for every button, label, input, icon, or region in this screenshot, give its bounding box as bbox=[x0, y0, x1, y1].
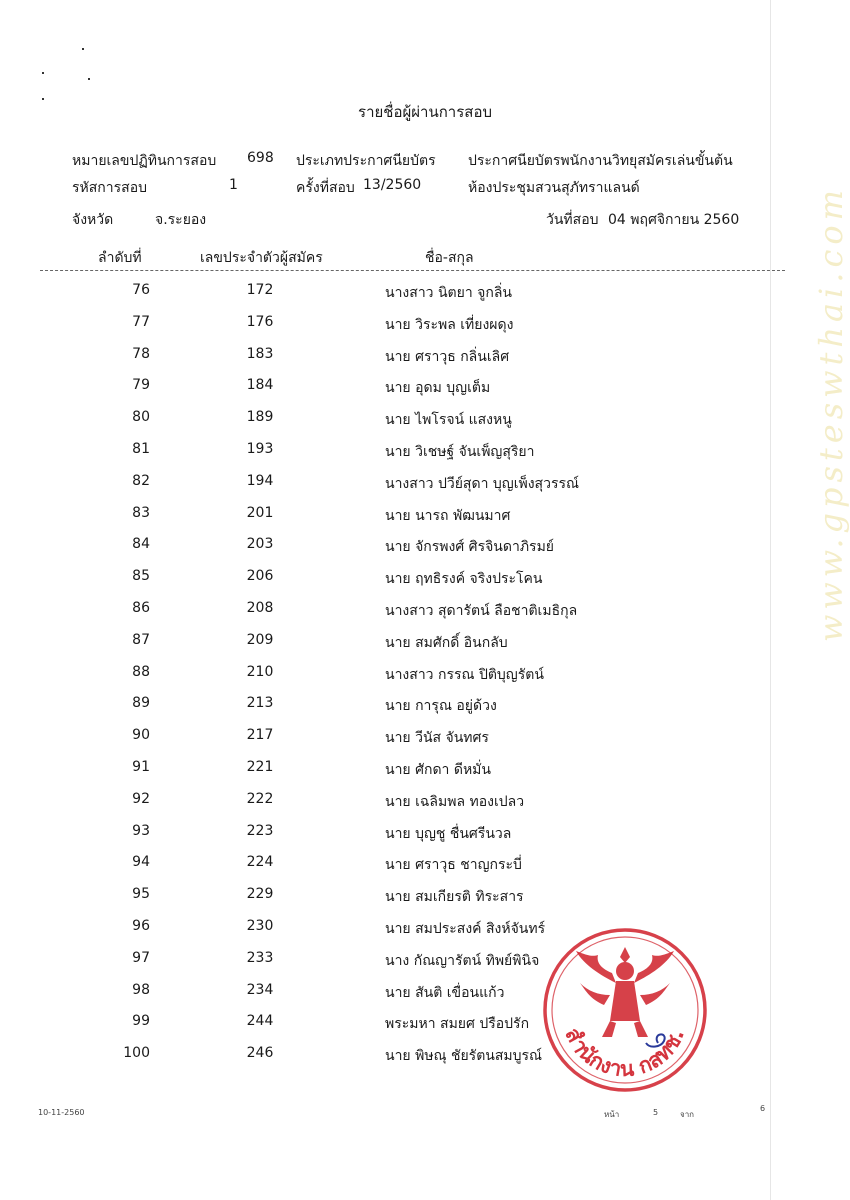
row-number: 82 bbox=[132, 472, 150, 489]
applicant-id: 189 bbox=[246, 409, 274, 426]
table-row bbox=[0, 282, 850, 314]
seal-text: สำนักงาน กสทช. bbox=[560, 1023, 689, 1082]
row-number: 83 bbox=[132, 504, 150, 521]
applicant-name: นาย สมศักดิ์ อินกลับ bbox=[385, 634, 508, 651]
exam-name: ประกาศนียบัตรพนักงานวิทยุสมัครเล่นขั้นต้น bbox=[468, 153, 733, 169]
applicant-id: 210 bbox=[246, 663, 274, 680]
row-number: 85 bbox=[132, 568, 150, 585]
row-number: 96 bbox=[132, 918, 150, 934]
row-number: 77 bbox=[132, 313, 150, 330]
applicant-name: นางสาว ปวีย์สุดา บุญเพ็งสุวรรณ์ bbox=[385, 475, 579, 492]
table-row bbox=[0, 759, 850, 791]
applicant-id: 206 bbox=[246, 568, 274, 585]
row-number: 88 bbox=[132, 663, 150, 680]
table-row bbox=[0, 950, 850, 982]
applicant-id: 203 bbox=[246, 536, 274, 553]
round-label: ครั้งที่สอบ bbox=[296, 180, 355, 196]
page-total: 6 bbox=[760, 1104, 766, 1113]
exam-date-label: วันที่สอบ bbox=[546, 212, 599, 228]
print-date: 10-11-2560 bbox=[38, 1108, 85, 1117]
table-row bbox=[0, 1013, 850, 1045]
applicant-name: นาย สมเกียรติ ทิระสาร bbox=[385, 889, 524, 906]
row-number: 95 bbox=[132, 886, 150, 903]
table-row bbox=[0, 314, 850, 346]
applicant-id: 209 bbox=[246, 631, 274, 648]
of-label: จาก bbox=[680, 1110, 695, 1119]
column-header-name: ชื่อ-สกุล bbox=[425, 250, 474, 266]
applicant-name: นาย สันติ เขื่อนแก้ว bbox=[385, 984, 505, 1001]
province-label: จังหวัด bbox=[72, 212, 114, 228]
applicant-name: พระมหา สมยศ ปรือปรัก bbox=[385, 1016, 530, 1033]
subject-label: รหัสการสอบ bbox=[72, 180, 147, 196]
scan-speck bbox=[82, 48, 84, 50]
applicant-name: นาย วีนัส จันทศร bbox=[385, 730, 489, 747]
header-divider bbox=[40, 270, 785, 271]
applicant-id: 229 bbox=[246, 886, 274, 903]
row-number: 93 bbox=[132, 822, 150, 839]
applicant-name: นาย ไพโรจน์ แสงหนู bbox=[385, 412, 512, 429]
row-number: 76 bbox=[132, 282, 150, 298]
applicant-id: 223 bbox=[246, 822, 274, 839]
applicant-id: 176 bbox=[246, 313, 274, 330]
applicant-id: 224 bbox=[246, 854, 274, 871]
applicant-id: 194 bbox=[246, 472, 274, 489]
column-header-no: ลำดับที่ bbox=[98, 250, 142, 266]
table-row bbox=[0, 600, 850, 632]
applicant-id: 184 bbox=[246, 377, 274, 394]
row-number: 100 bbox=[123, 1045, 150, 1062]
row-number: 84 bbox=[132, 536, 150, 553]
page-number: 5 bbox=[653, 1108, 659, 1117]
table-row bbox=[0, 632, 850, 664]
row-number: 97 bbox=[132, 949, 150, 966]
applicant-name: นาย วิเชษฐ์ จันเพ็ญสุริยา bbox=[385, 444, 535, 460]
table-row bbox=[0, 918, 850, 950]
table-row bbox=[0, 982, 850, 1014]
applicant-name: นาย นารถ พัฒนมาศ bbox=[385, 507, 511, 524]
table-row bbox=[0, 505, 850, 537]
applicant-name: นาย ฤทธิรงค์ จริงประโคน bbox=[385, 571, 543, 588]
row-number: 81 bbox=[132, 441, 150, 457]
applicant-id: 172 bbox=[246, 282, 274, 298]
applicant-id: 234 bbox=[246, 981, 274, 998]
applicant-name: นางสาว กรรณ ปิติบุญรัตน์ bbox=[385, 666, 544, 683]
table-row bbox=[0, 823, 850, 855]
applicant-id: 208 bbox=[246, 600, 274, 616]
applicant-name: นาย ศักดา ดีหมั่น bbox=[385, 762, 491, 778]
column-header-applicant-id: เลขประจำตัวผู้สมัคร bbox=[200, 250, 323, 266]
venue: ห้องประชุมสวนสุภัทราแลนด์ bbox=[468, 180, 640, 196]
applicant-id: 221 bbox=[246, 759, 274, 775]
applicant-name: นาย บุญชู ชื่นศรีนวล bbox=[385, 825, 512, 842]
table-row bbox=[0, 377, 850, 409]
document-title: รายชื่อผู้ผ่านการสอบ bbox=[358, 103, 492, 121]
applicant-id: 246 bbox=[246, 1045, 274, 1062]
applicant-name: นาง กัณญารัตน์ ทิพย์พินิจ bbox=[385, 952, 540, 969]
table-row bbox=[0, 1045, 850, 1077]
applicant-name: นางสาว นิตยา จูกลิ่น bbox=[385, 285, 512, 301]
applicant-name: นาย ศราวุธ ชาญกระบี่ bbox=[385, 857, 522, 874]
applicant-name: นาย สมประสงค์ สิงห์จันทร์ bbox=[385, 921, 546, 937]
scan-speck bbox=[88, 78, 90, 80]
table-row bbox=[0, 536, 850, 568]
row-number: 80 bbox=[132, 409, 150, 426]
applicant-id: 217 bbox=[246, 727, 274, 744]
row-number: 87 bbox=[132, 631, 150, 648]
table-row bbox=[0, 473, 850, 505]
applicant-name: นาย พิษณุ ชัยรัตนสมบูรณ์ bbox=[385, 1048, 543, 1065]
applicant-id: 244 bbox=[246, 1013, 274, 1030]
exam-type-label: ประเภทประกาศนียบัตร bbox=[296, 153, 436, 169]
round-value: 13/2560 bbox=[363, 177, 422, 193]
applicant-name: นาย วิระพล เที่ยงผดุง bbox=[385, 316, 514, 333]
exam-code-value: 698 bbox=[247, 150, 274, 166]
table-row bbox=[0, 695, 850, 727]
applicant-name: นาย ศราวุธ กลิ่นเลิศ bbox=[385, 348, 510, 365]
applicant-name: นาย จักรพงศ์ ศิรจินดาภิรมย์ bbox=[385, 539, 554, 556]
row-number: 94 bbox=[132, 854, 150, 871]
svg-text:สำนักงาน กสทช. bbox=[560, 1024, 689, 1081]
table-row bbox=[0, 886, 850, 918]
row-number: 79 bbox=[132, 377, 150, 394]
applicant-id: 201 bbox=[246, 504, 274, 521]
exam-code-label: หมายเลขปฏิทินการสอบ bbox=[72, 153, 217, 169]
scan-speck bbox=[42, 72, 44, 74]
applicant-id: 233 bbox=[246, 949, 274, 966]
applicant-id: 222 bbox=[246, 790, 274, 807]
page-label: หน้า bbox=[604, 1110, 620, 1119]
subject-value: 1 bbox=[229, 177, 238, 193]
province-value: จ.ระยอง bbox=[155, 212, 207, 228]
garuda-seal-icon bbox=[540, 925, 710, 1095]
applicant-name: นาย อุดม บุญเต็ม bbox=[385, 380, 491, 397]
row-number: 90 bbox=[132, 727, 150, 744]
table-row bbox=[0, 441, 850, 473]
table-row bbox=[0, 791, 850, 823]
applicant-id: 183 bbox=[246, 345, 274, 362]
row-number: 99 bbox=[132, 1013, 150, 1030]
table-row bbox=[0, 409, 850, 441]
table-row bbox=[0, 727, 850, 759]
row-number: 78 bbox=[132, 345, 150, 362]
watermark-text: www.gpsteswthai.com bbox=[812, 185, 850, 643]
row-number: 91 bbox=[132, 759, 150, 775]
exam-date-value: 04 พฤศจิกายน 2560 bbox=[608, 212, 740, 228]
row-number: 92 bbox=[132, 790, 150, 807]
applicant-name: นาย เฉลิมพล ทองเปลว bbox=[385, 793, 525, 810]
row-number: 98 bbox=[132, 981, 150, 998]
table-row bbox=[0, 568, 850, 600]
applicant-name: นางสาว สุดารัตน์ ลือชาติเมธิกุล bbox=[385, 603, 578, 619]
applicant-name: นาย การุณ อยู่ด้วง bbox=[385, 698, 497, 715]
applicant-id: 213 bbox=[246, 695, 274, 712]
applicant-id: 230 bbox=[246, 918, 274, 934]
table-row bbox=[0, 346, 850, 378]
row-number: 89 bbox=[132, 695, 150, 712]
table-row bbox=[0, 854, 850, 886]
row-number: 86 bbox=[132, 600, 150, 616]
table-row bbox=[0, 664, 850, 696]
applicant-id: 193 bbox=[246, 441, 274, 457]
